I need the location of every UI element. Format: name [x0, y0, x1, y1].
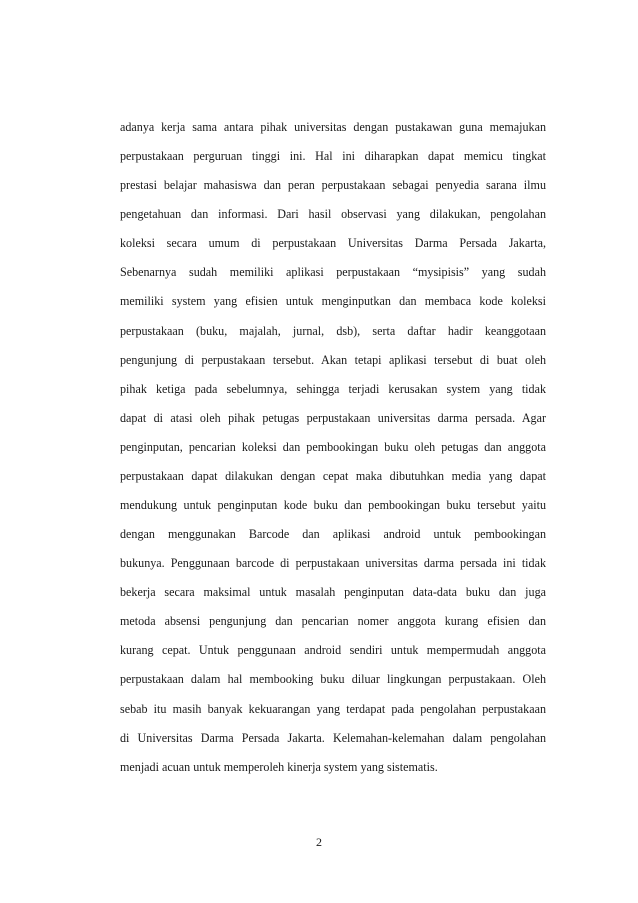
- text-line: perpustakaan dapat dilakukan dengan cepat maka dibutuhkan media yang dapat: [120, 468, 546, 483]
- text-line: bukunya. Penggunaan barcode di perpustakaan universitas darma persada ini tidak: [120, 556, 546, 571]
- text-line: mendukung untuk penginputan kode buku dan pembookingan buku tersebut yaitu: [120, 498, 546, 513]
- page-number: 2: [316, 835, 322, 849]
- text-line: dengan menggunakan Barcode dan aplikasi android untuk pembookingan: [120, 527, 546, 542]
- text-line: Sebenarnya sudah memiliki aplikasi perpustakaan “mysipisis” yang sudah: [120, 265, 546, 280]
- text-line: pihak ketiga pada sebelumnya, sehingga terjadi kerusakan system yang tidak: [120, 381, 546, 396]
- text-line: pengetahuan dan informasi. Dari hasil observasi yang dilakukan, pengolahan: [120, 207, 546, 222]
- text-line: sebab itu masih banyak kekuarangan yang terdapat pada pengolahan perpustakaan: [120, 701, 546, 716]
- text-line: bekerja secara maksimal untuk masalah penginputan data-data buku dan juga: [120, 585, 546, 600]
- text-line: prestasi belajar mahasiswa dan peran perpustakaan sebagai penyedia sarana ilmu: [120, 178, 546, 193]
- text-line: perpustakaan perguruan tinggi ini. Hal ini diharapkan dapat memicu tingkat: [120, 149, 546, 164]
- text-line: adanya kerja sama antara pihak universitas dengan pustakawan guna memajukan: [120, 120, 546, 134]
- text-line: kurang cepat. Untuk penggunaan android sendiri untuk mempermudah anggota: [120, 643, 546, 658]
- text-line: perpustakaan dalam hal membooking buku diluar lingkungan perpustakaan. Oleh: [120, 672, 546, 687]
- text-line: perpustakaan (buku, majalah, jurnal, dsb), serta daftar hadir keanggotaan: [120, 323, 546, 338]
- text-line: metoda absensi pengunjung dan pencarian nomer anggota kurang efisien dan: [120, 614, 546, 629]
- text-line-last: menjadi acuan untuk memperoleh kinerja system yang sistematis.: [120, 759, 438, 774]
- text-line: dapat di atasi oleh pihak petugas perpustakaan universitas darma persada. Agar: [120, 410, 546, 425]
- text-line: di Universitas Darma Persada Jakarta. Kelemahan-kelemahan dalam pengolahan: [120, 730, 546, 745]
- text-line: koleksi secara umum di perpustakaan Universitas Darma Persada Jakarta,: [120, 236, 546, 251]
- body-paragraph: [120, 118, 546, 787]
- text-line: memiliki system yang efisien untuk menginputkan dan membaca kode koleksi: [120, 294, 546, 309]
- text-line: penginputan, pencarian koleksi dan pembookingan buku oleh petugas dan anggota: [120, 439, 546, 454]
- text-line: pengunjung di perpustakaan tersebut. Akan tetapi aplikasi tersebut di buat oleh: [120, 352, 546, 367]
